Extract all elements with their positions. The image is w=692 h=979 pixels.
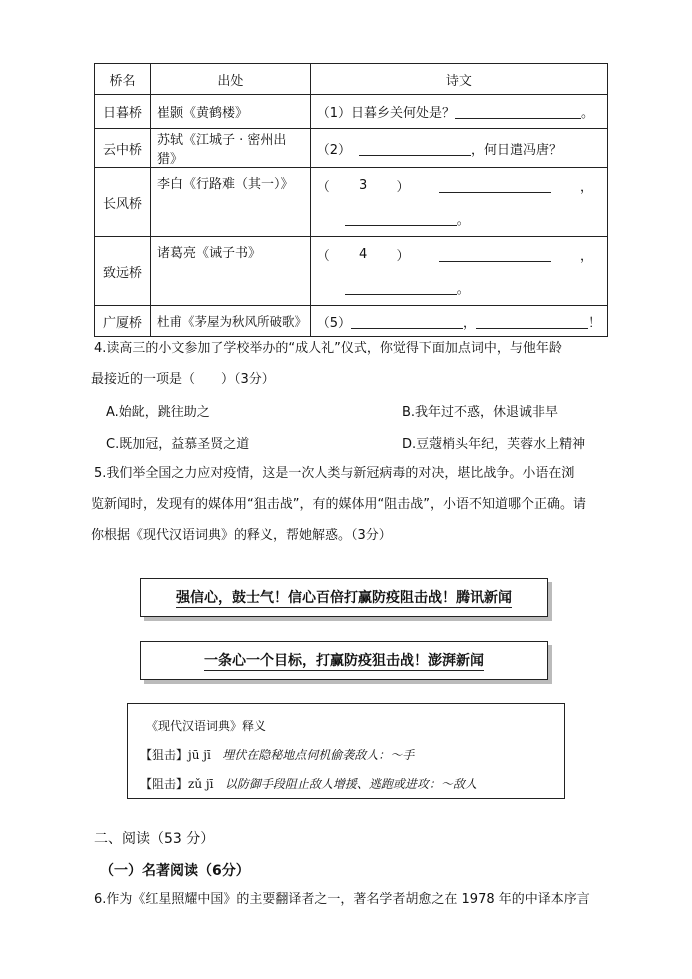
paren-close: ） [396,180,410,195]
option-a[interactable]: A.始龀，跳往助之 [106,405,210,420]
bridge-name: 日暮桥 [95,95,151,129]
bridge-name: 云中桥 [95,129,151,168]
header-poem: 诗文 [310,64,607,95]
answer-blank[interactable] [455,104,581,119]
poem-source: 李白《行路难（其一）》 [151,168,311,237]
answer-blank[interactable] [476,314,588,329]
poem-source: 崔颢《黄鹤楼》 [151,95,311,129]
stem-line: 最接近的一项是（ ）（3分） [91,372,275,387]
bridge-name: 广厦桥 [95,306,151,337]
question-4-stem [91,333,609,395]
headline-text: 一条心一个目标，打赢防疫狙击战！澎湃新闻 [204,650,484,671]
comma: ， [579,249,593,264]
header-source: 出处 [151,64,311,95]
option-b[interactable]: B.我年过不惑，休退诚非早 [402,405,559,420]
table-row [95,129,608,168]
question-5-stem [91,458,609,551]
period: 。 [456,282,470,297]
answer-blank[interactable] [359,141,471,156]
poem-text: （2） [316,142,351,158]
answer-blank[interactable] [351,314,463,329]
answer-blank[interactable] [439,247,551,262]
stem-line: 5.我们举全国之力应对疫情，这是一次人类与新冠病毒的对决，堪比战争。小语在浏 [94,466,575,481]
table-row [95,237,608,306]
answer-blank[interactable] [439,178,551,193]
entry-word: 【阻击】zǔ jī [140,777,214,791]
entry-word: 【狙击】jū jī [140,748,211,762]
stem-line: 览新闻时，发现有的媒体用“狙击战”，有的媒体用“阻击战”，小语不知道哪个正确。请 [91,497,586,512]
headline-text: 强信心，鼓士气！信心百倍打赢防疫阻击战！腾讯新闻 [176,587,512,608]
poem-line [310,95,607,129]
question-6-stem: 6.作为《红星照耀中国》的主要翻译者之一，著名学者胡愈之在 1978 年的中译本序言 [94,892,590,907]
dictionary-entry [140,775,477,792]
poem-line [310,306,607,337]
entry-definition: 埋伏在隐秘地点伺机偷袭敌人：～手 [222,748,415,762]
bridge-name: 致远桥 [95,237,151,306]
comma: ， [579,180,593,195]
dictionary-box [127,703,565,799]
poem-text: （1）日暮乡关何处是？ [316,106,455,121]
option-d[interactable]: D.豆蔻梢头年纪，芙蓉水上精神 [402,437,586,452]
stem-line: 你根据《现代汉语词典》的释义，帮她解惑。（3分） [91,528,392,543]
entry-definition: 以防御手段阻止敌人增援、逃跑或进攻：～敌人 [224,777,477,791]
answer-blank[interactable] [345,280,457,295]
poem-text: 。 [580,106,594,121]
section-heading: 二、阅读（53 分） [94,831,215,847]
table-row [95,95,608,129]
option-c[interactable]: C.既加冠，益慕圣贤之道 [106,437,250,452]
table-row [95,306,608,337]
question-number: 4 [358,247,368,262]
table-header-row [95,64,608,95]
table-row [95,168,608,237]
headline-box-thepaper [140,641,548,680]
bridge-name: 长风桥 [95,168,151,237]
poem-text: ， [462,315,476,331]
paren-open: （ [316,180,330,195]
poem-table [94,63,608,337]
poem-text: ！ [587,315,601,331]
period: 。 [456,213,470,228]
poem-source: 杜甫《茅屋为秋风所破歌》 [151,306,311,337]
stem-line: 4.读高三的小文参加了学校举办的“成人礼”仪式，你觉得下面加点词中，与他年龄 [94,341,562,356]
headline-box-tencent [140,578,548,617]
poem-line [310,237,607,306]
question-number: 3 [358,178,368,193]
paren-close: ） [396,249,410,264]
poem-line [310,168,607,237]
dictionary-entry [140,746,414,763]
poem-text: ，何日遣冯唐？ [470,142,562,158]
subsection-heading: （一）名著阅读（6分） [100,863,250,879]
header-bridge-name: 桥名 [95,64,151,95]
answer-blank[interactable] [345,211,457,226]
poem-text: （5） [316,315,351,331]
poem-source: 苏轼《江城子 · 密州出猎》 [151,129,311,168]
poem-line [310,129,607,168]
dictionary-title: 《现代汉语词典》释义 [146,719,267,733]
paren-open: （ [316,249,330,264]
poem-source: 诸葛亮《诫子书》 [151,237,311,306]
